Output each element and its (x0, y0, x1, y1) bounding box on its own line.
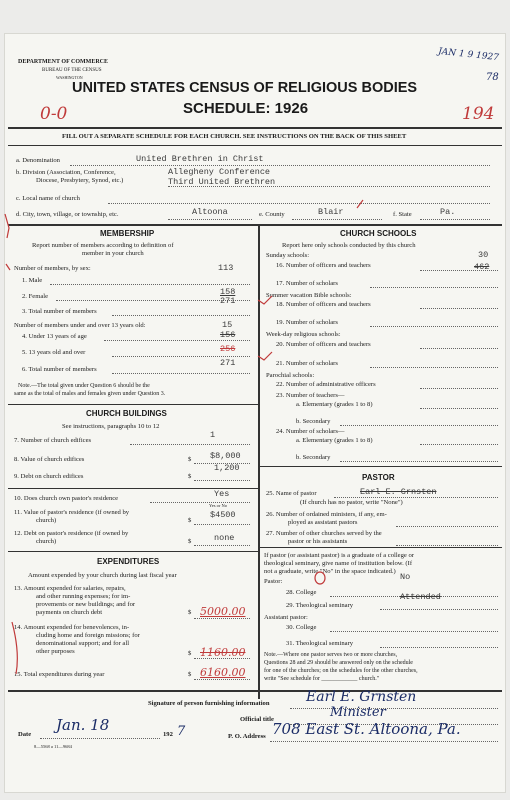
q19-label: 19. Number of scholars (276, 319, 338, 326)
pastor-note-3: for one of the churches; on the schedules for the other churches, (264, 668, 418, 674)
q23a-label: a. Elementary (grades 1 to 8) (296, 401, 373, 408)
q13-label-4: payments on church debt (36, 609, 103, 616)
q9-value: 1,200 (214, 463, 240, 473)
q28-value: No (400, 572, 411, 582)
division-value-2: Third United Brethren (168, 177, 276, 187)
q13-value: 5000.00 (200, 605, 246, 618)
age-value: 15 (222, 320, 233, 330)
expenditures-intro: Amount expended by your church during last fiscal year (28, 572, 177, 579)
membership-intro: Report number of members according to definition of (32, 242, 174, 249)
q27-label: 27. Number of other churches served by the (266, 530, 382, 537)
q21-label: 21. Number of scholars (276, 360, 338, 367)
q15-dollar: $ (188, 671, 192, 678)
q12-label: 12. Debt on pastor's residence (if owned by (14, 530, 129, 537)
q2-label: 2. Female (22, 293, 49, 300)
form-number: 8—5568 a 11—9684 (34, 744, 72, 749)
sunday-label: Sunday schools: (266, 252, 310, 259)
q10-label: 10. Does church own pastor's residence (14, 495, 119, 502)
q14-label-4: other purposes (36, 648, 75, 655)
members-by-sex-value: 113 (218, 263, 234, 273)
q16-label: 16. Number of officers and teachers (276, 262, 371, 269)
q6-value: 271 (220, 358, 236, 368)
q23-label: 23. Number of teachers— (276, 392, 345, 399)
q29-value: Attended (400, 592, 441, 602)
washington-label: WASHINGTON (56, 75, 83, 80)
q14-value: 1160.00 (200, 646, 246, 659)
weekday-label: Week-day religious schools: (266, 331, 341, 338)
q23b-label: b. Secondary (296, 418, 331, 425)
q2-value: 158 (220, 287, 236, 297)
division-label-2: Diocese, Presbytery, Synod, etc.) (36, 177, 124, 184)
parochial-label: Parochial schools: (266, 372, 315, 379)
year-value: 7 (177, 724, 186, 739)
q16-value: 462 (474, 262, 490, 272)
stamp-number: 78 (486, 72, 499, 83)
q13-label-2: and other running expenses; for im- (36, 593, 131, 600)
q4-value: 156 (220, 330, 236, 340)
q8-label: 8. Value of church edifices (14, 456, 85, 463)
q13-label-3: provements or new buildings; and for (36, 601, 136, 608)
city-value: Altoona (192, 207, 228, 217)
buildings-intro: See instructions, paragraphs 10 to 12 (62, 423, 160, 430)
state-value: Pa. (440, 207, 456, 217)
denomination-value: United Brethren in Christ (136, 154, 264, 164)
q26-label-2: ployed as assistant pastors (288, 519, 358, 526)
membership-heading: MEMBERSHIP (100, 229, 155, 238)
q12-label-2: church) (36, 538, 57, 545)
q11-label-2: church) (36, 517, 57, 524)
age-label: Number of members under and over 13 years old: (14, 322, 146, 329)
city-label: d. City, town, village, or township, etc. (16, 211, 119, 218)
q7-label: 7. Number of church edifices (14, 437, 92, 444)
division-value: Allegheny Conference (168, 167, 271, 177)
q14-label: 14. Amount expended for benevolences, in- (14, 624, 130, 631)
official-title-value: Minister (330, 705, 386, 720)
pastor-note: Note.—Where one pastor serves two or more churches, (264, 652, 398, 658)
q25-label: 25. Name of pastor (266, 490, 317, 497)
q5-value: 256 (220, 344, 236, 354)
schools-heading: CHURCH SCHOOLS (340, 229, 417, 238)
official-title-label: Official title (240, 716, 274, 723)
date-label: Date (18, 731, 32, 738)
pastor-heading: PASTOR (362, 473, 395, 482)
address-label: P. O. Address (228, 733, 266, 740)
instructions-banner: FILL OUT A SEPARATE SCHEDULE FOR EACH CHURCH. SEE INSTRUCTIONS ON THE BACK OF THIS SHEET (62, 133, 407, 140)
buildings-heading: CHURCH BUILDINGS (86, 409, 167, 418)
q24a-label: a. Elementary (grades 1 to 8) (296, 437, 373, 444)
q12-value: none (214, 533, 235, 543)
pastor-note-4: write "See schedule for ____________ church." (264, 676, 380, 682)
received-date-stamp: JAN 1 9 1927 (437, 46, 500, 64)
q28-label: 28. College (286, 589, 317, 596)
bureau-label: BUREAU OF THE CENSUS (42, 68, 102, 73)
members-by-sex-label: Number of members, by sex: (14, 265, 91, 272)
schedule-year: SCHEDULE: 1926 (183, 100, 309, 117)
q11-dollar: $ (188, 517, 192, 524)
q8-dollar: $ (188, 456, 192, 463)
graduate-instructions-2: theological seminary, give name of institution below. (If (264, 560, 413, 567)
schools-intro: Report here only schools conducted by this church (282, 242, 416, 249)
membership-note: Note.—The total given under Question 6 should be the (18, 383, 150, 389)
q13-dollar: $ (188, 609, 192, 616)
sunday-value: 30 (478, 250, 489, 260)
division-label: b. Division (Association, Conference, (16, 169, 116, 176)
q14-dollar: $ (188, 650, 192, 657)
q14-label-2: cluding home and foreign missions; for (36, 632, 140, 639)
local-name-label: c. Local name of church (16, 195, 80, 202)
q11-value: $4500 (210, 510, 236, 520)
yes-no-note: Yes or No (209, 503, 228, 508)
q24b-label: b. Secondary (296, 454, 331, 461)
q20-label: 20. Number of officers and teachers (276, 341, 371, 348)
assistant-subheading: Assistant pastor: (264, 614, 308, 621)
signature-label: Signature of person furnishing information (148, 700, 270, 707)
graduate-instructions: If pastor (or assistant pastor) is a graduate of a college or (264, 552, 414, 559)
q13-label: 13. Amount expended for salaries, repairs, (14, 585, 126, 592)
code-mark: 0-0 (40, 104, 68, 124)
q25-hint: (If church has no pastor, write "None") (300, 499, 403, 506)
q9-dollar: $ (188, 473, 192, 480)
address-value: 708 East St. Altoona, Pa. (272, 720, 461, 738)
q9-label: 9. Debt on church edifices (14, 473, 84, 480)
q24-label: 24. Number of scholars— (276, 428, 345, 435)
q31-label: 31. Theological seminary (286, 640, 354, 647)
q3-label: 3. Total number of members (22, 308, 97, 315)
membership-note-2: same as the total of males and females given under Question 3. (14, 391, 166, 397)
q25-value: Earl E. Grnsten (360, 487, 437, 497)
q6-label: 6. Total number of members (22, 366, 97, 373)
q2-value-2: 271 (220, 296, 236, 306)
summer-label: Summer vacation Bible schools: (266, 292, 352, 299)
q14-label-3: denominational support; and for all (36, 640, 130, 647)
pastor-note-2: Questions 28 and 29 should be answered only on the schedule (264, 660, 413, 666)
reference-number: 194 (462, 104, 495, 124)
q27-label-2: pastor or his assistants (288, 538, 348, 545)
signature-value: Earl E. Grnsten (306, 689, 417, 705)
q26-label: 26. Number of ordained ministers, if any, em- (266, 511, 387, 518)
q10-value: Yes (214, 489, 230, 499)
department-label: DEPARTMENT OF COMMERCE (18, 59, 109, 65)
q15-label: 15. Total expenditures during year (14, 671, 105, 678)
q11-label: 11. Value of pastor's residence (if owned by (14, 509, 130, 516)
q8-value: $8,000 (210, 451, 241, 461)
denomination-label: a. Denomination (16, 157, 60, 164)
year-label: 192 (163, 731, 173, 738)
q30-label: 30. College (286, 624, 317, 631)
q1-label: 1. Male (22, 277, 43, 284)
expenditures-heading: EXPENDITURES (97, 557, 160, 566)
form-title: UNITED STATES CENSUS OF RELIGIOUS BODIES (72, 80, 418, 96)
q4-label: 4. Under 13 years of age (22, 333, 87, 340)
state-label: f. State (393, 211, 412, 218)
q15-value: 6160.00 (200, 666, 246, 679)
q5-label: 5. 13 years old and over (22, 349, 86, 356)
q22-label: 22. Number of administrative officers (276, 381, 376, 388)
q29-label: 29. Theological seminary (286, 602, 354, 609)
county-label: e. County (259, 211, 285, 218)
pastor-subheading: Pastor: (264, 578, 283, 585)
q7-value: 1 (210, 430, 216, 440)
date-value: Jan. 18 (56, 716, 110, 734)
graduate-instructions-3: not a graduate, write "No" in the space indicated.) (264, 568, 396, 575)
q17-label: 17. Number of scholars (276, 280, 338, 287)
membership-intro-2: member in your church (82, 250, 144, 257)
county-value: Blair (318, 207, 344, 217)
q12-dollar: $ (188, 538, 192, 545)
q18-label: 18. Number of officers and teachers (276, 301, 371, 308)
